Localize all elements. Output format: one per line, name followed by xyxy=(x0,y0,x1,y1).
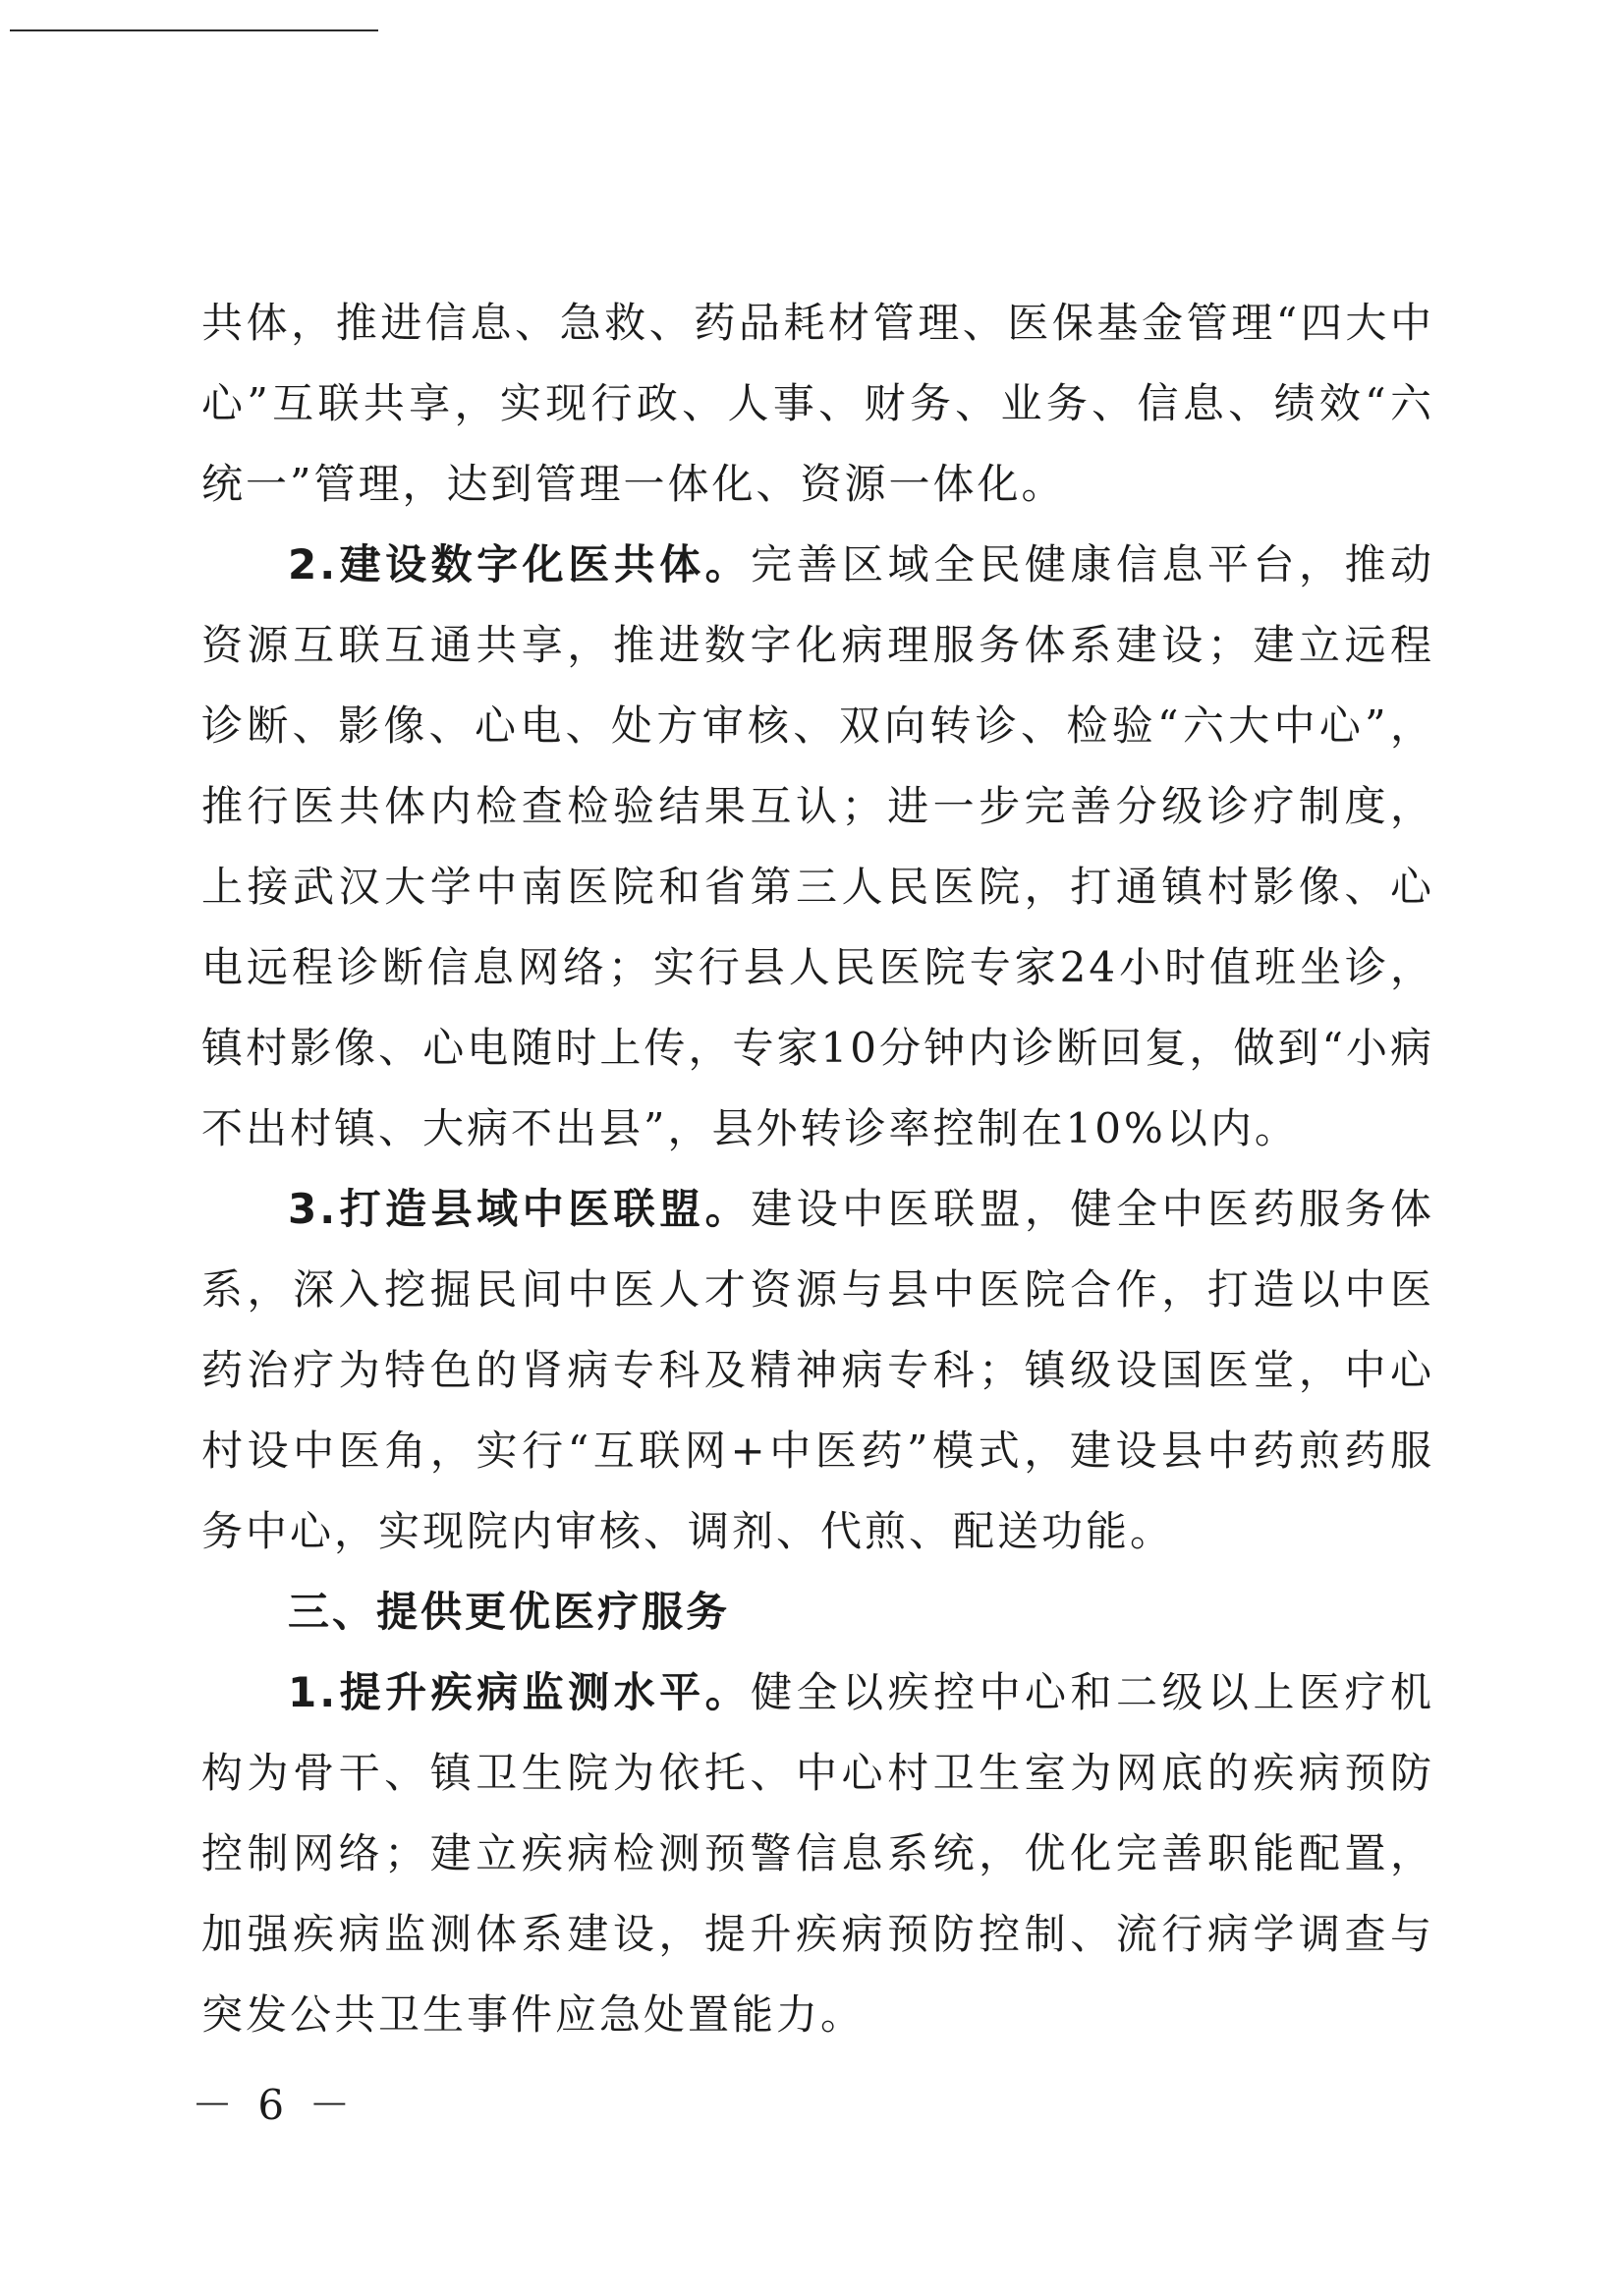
paragraph-text: 完善区域全民健康信息平台，推动资源互联互通共享，推进数字化病理服务体系建设；建立远程诊断、影像、心电、处方审核、双向转诊、检验“六大中心”，推行医共体内检查检验结果互认；进一步完善分级诊疗制度，上接武汉大学中南医院和省第三人民医院，打通镇村影像、心电远程诊断信息网络；实行县人民医院专家24小时值班坐诊，镇村影像、心电随时上传，专家10分钟内诊断回复，做到“小病不出村镇、大病不出县”，县外转诊率控制在10%以内。 xyxy=(201,540,1434,1152)
paragraph-text: 建设中医联盟，健全中医药服务体系，深入挖掘民间中医人才资源与县中医院合作，打造以中医药治疗为特色的肾病专科及精神病专科；镇级设国医堂，中心村设中医角，实行“互联网+中医药”模式，建设县中药煎药服务中心，实现院内审核、调剂、代煎、配送功能。 xyxy=(201,1185,1434,1555)
document-body xyxy=(201,283,1434,2055)
paragraph-title: 3.打造县域中医联盟。 xyxy=(288,1185,752,1233)
section-heading: 三、提供更优医疗服务 xyxy=(288,1588,731,1636)
paragraph-title: 1.提升疾病监测水平。 xyxy=(288,1668,752,1716)
paragraph-disease-monitoring xyxy=(201,1652,1434,2055)
paragraph-tcm-alliance xyxy=(201,1169,1434,1572)
paragraph-title: 2.建设数字化医共体。 xyxy=(288,540,752,588)
paragraph-text: 健全以疾控中心和二级以上医疗机构为骨干、镇卫生院为依托、中心村卫生室为网底的疾病预防控制网络；建立疾病检测预警信息系统，优化完善职能配置，加强疾病监测体系建设，提升疾病预防控制、流行病学调查与突发公共卫生事件应急处置能力。 xyxy=(201,1668,1434,2039)
page-number: － 6 － xyxy=(192,2081,357,2129)
paragraph-continuation: 共体，推进信息、急救、药品耗材管理、医保基金管理“四大中心”互联共享，实现行政、人事、财务、业务、信息、绩效“六统一”管理，达到管理一体化、资源一体化。 xyxy=(201,299,1434,508)
paragraph-digital-medical-community xyxy=(201,525,1434,1169)
header-rule xyxy=(10,29,378,31)
